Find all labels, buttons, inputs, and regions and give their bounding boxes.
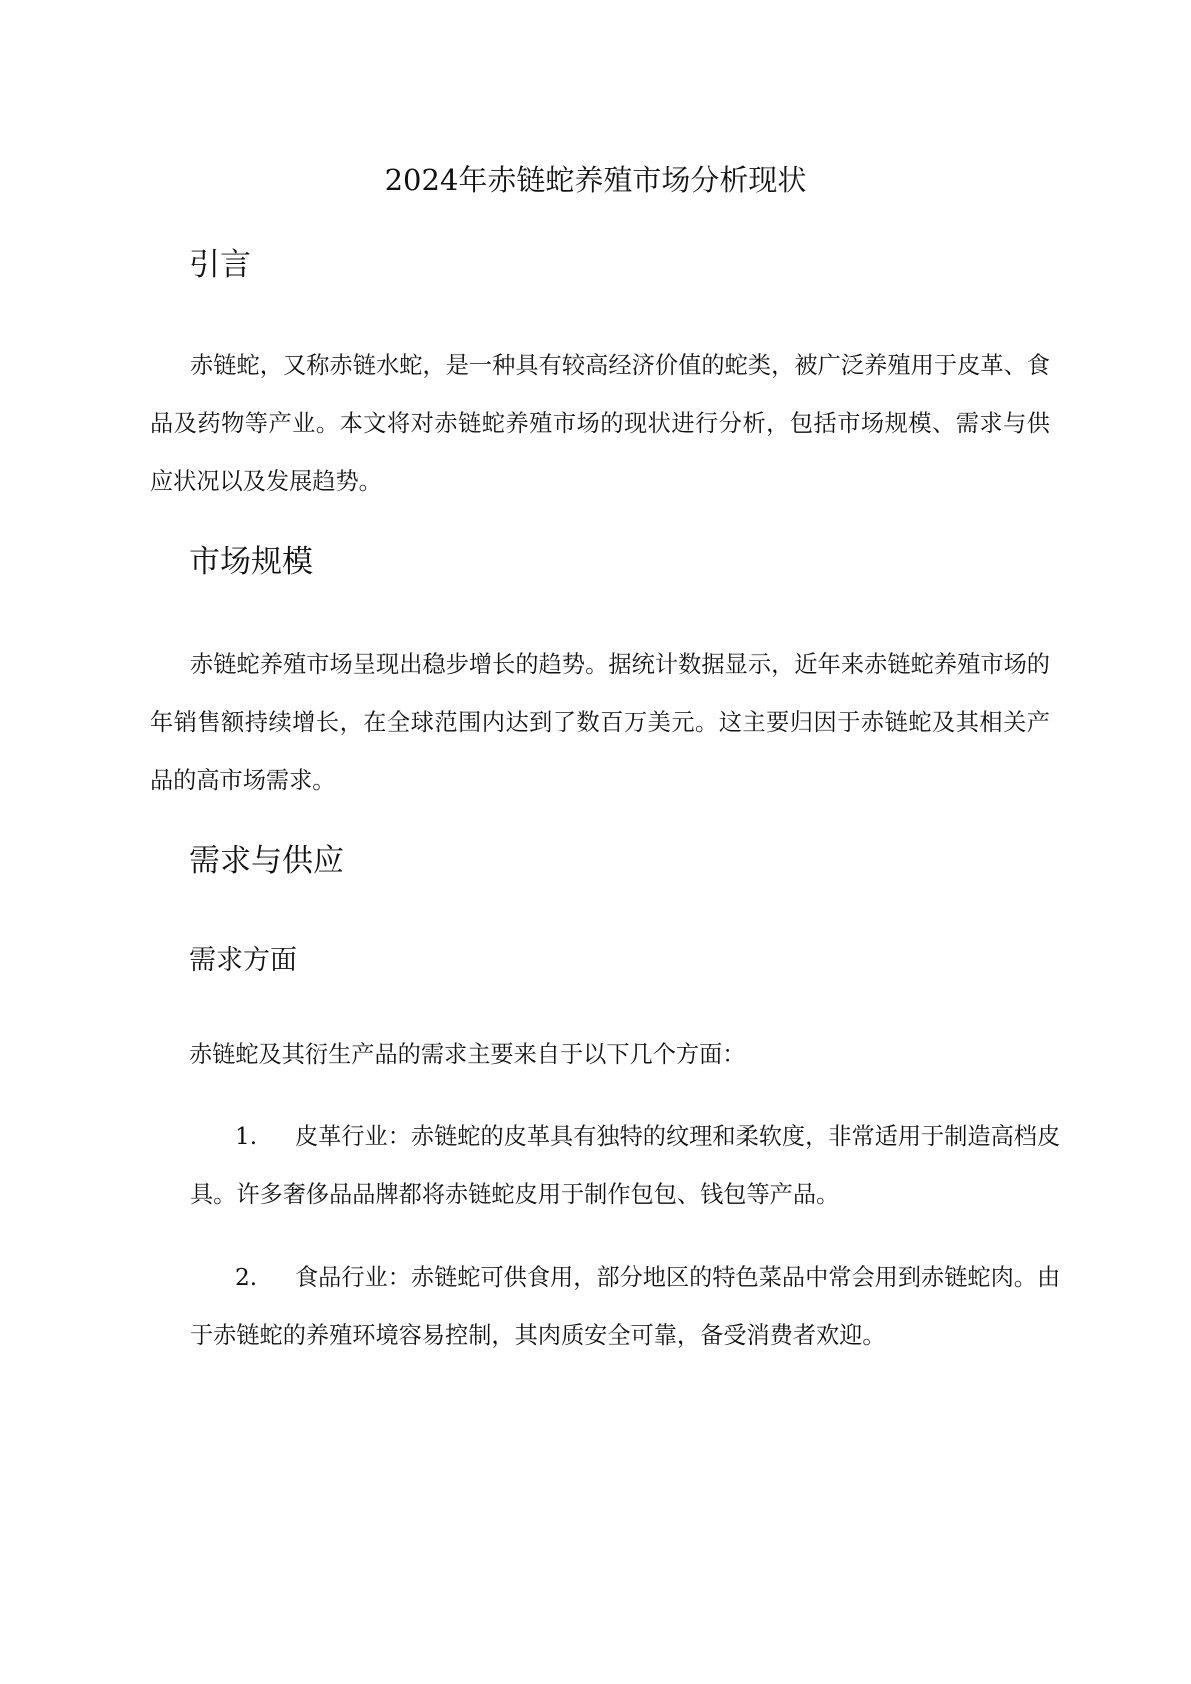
heading-supply-demand: 需求与供应 <box>189 843 344 879</box>
list-item-number: 2. <box>235 1264 258 1291</box>
paragraph-market-size: 赤链蛇养殖市场呈现出稳步增长的趋势。据统计数据显示，近年来赤链蛇养殖市场的年销售额持续增长，在全球范围内达到了数百万美元。这主要归因于赤链蛇及其相关产品的高市场需求。 <box>150 651 1050 794</box>
list-item <box>190 1249 1070 1365</box>
list-item-text: 皮革行业：赤链蛇的皮革具有独特的纹理和柔软度，非常适用于制造高档皮具。许多奢侈品品牌都将赤链蛇皮用于制作包包、钱包等产品。 <box>190 1123 1061 1208</box>
document-title: 2024年赤链蛇养殖市场分析现状 <box>384 163 807 197</box>
heading-market-size: 市场规模 <box>189 544 313 580</box>
paragraph-intro: 赤链蛇，又称赤链水蛇，是一种具有较高经济价值的蛇类，被广泛养殖用于皮革、食品及药物等产业。本文将对赤链蛇养殖市场的现状进行分析，包括市场规模、需求与供应状况以及发展趋势。 <box>150 352 1050 495</box>
list-item-number: 1. <box>235 1123 258 1150</box>
list-item <box>190 1108 1070 1224</box>
list-item-text: 食品行业：赤链蛇可供食用，部分地区的特色菜品中常会用到赤链蛇肉。由于赤链蛇的养殖环境容易控制，其肉质安全可靠，备受消费者欢迎。 <box>190 1264 1061 1349</box>
demand-intro-text: 赤链蛇及其衍生产品的需求主要来自于以下几个方面： <box>189 1041 746 1068</box>
heading-intro: 引言 <box>189 247 251 283</box>
subheading-demand: 需求方面 <box>189 945 297 976</box>
